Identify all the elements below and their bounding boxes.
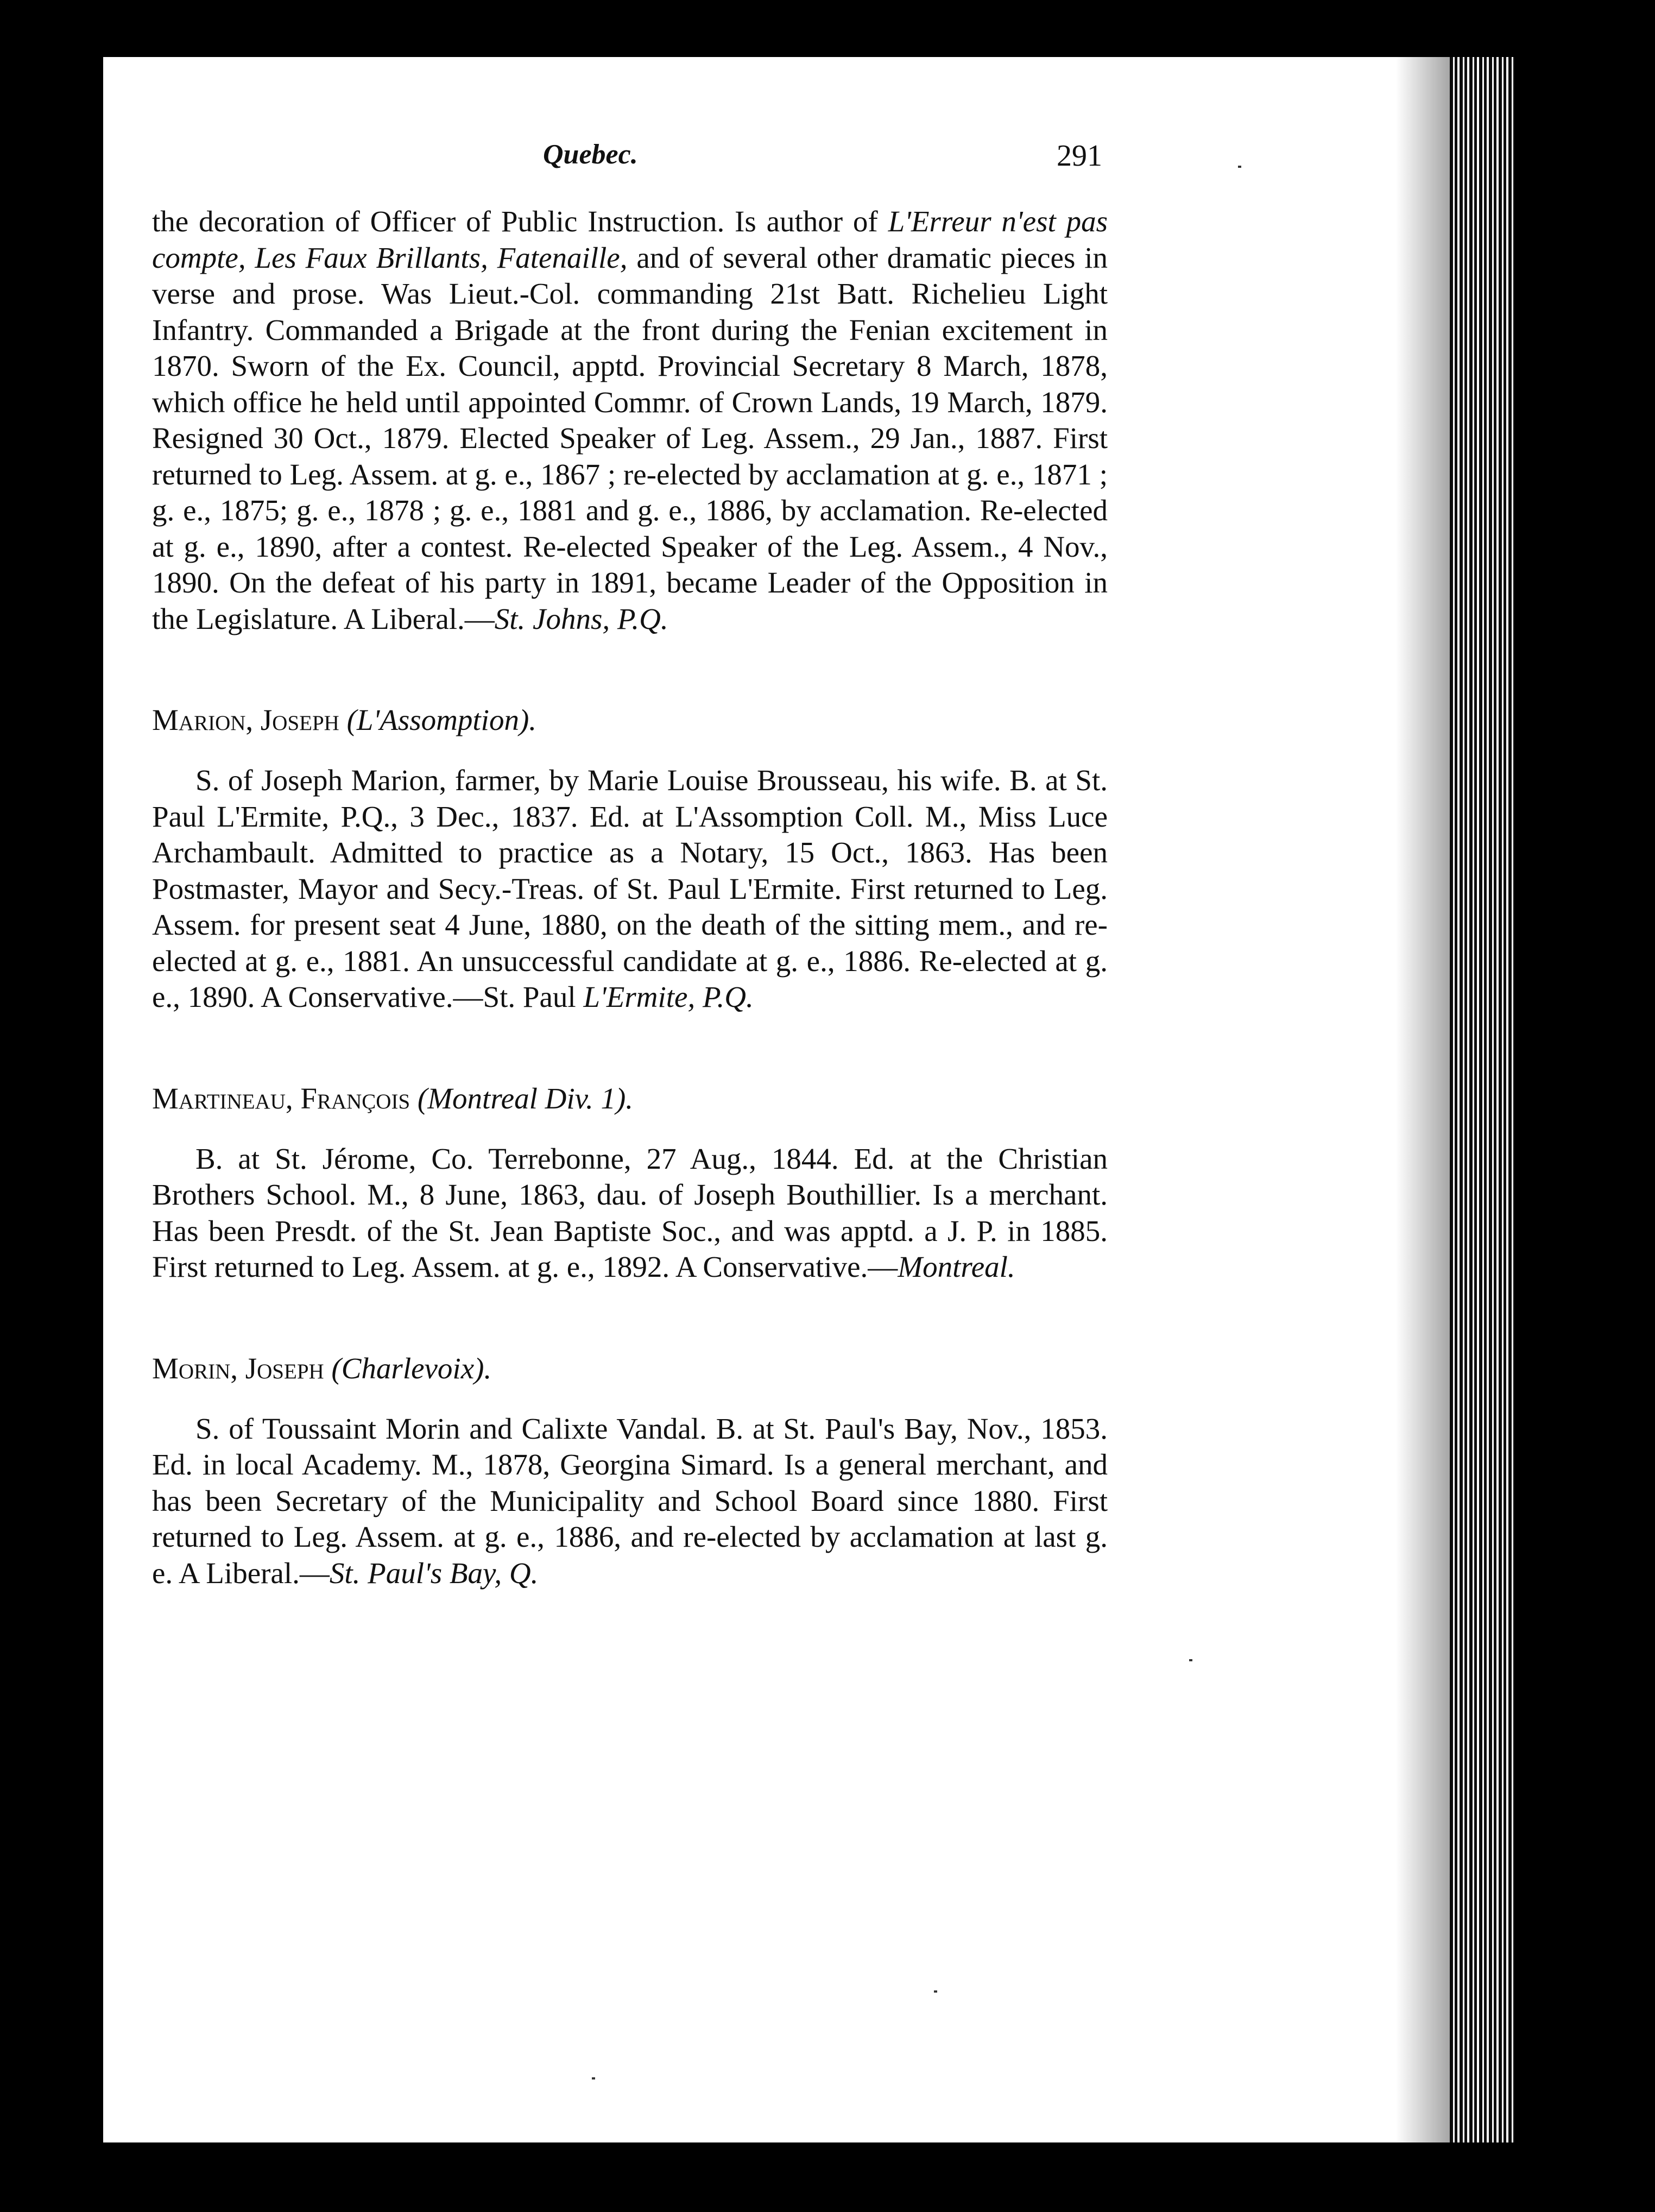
scan-speck [934,1990,937,1993]
scan-speck [592,2077,595,2079]
entry-residence: L'Ermite, P.Q. [583,980,754,1013]
page-gutter-shadow [1395,57,1450,2142]
entry-body-text: S. of Joseph Marion, farmer, by Marie Louise Brousseau, his wife. B. at St. Paul L'Ermite, P.Q., 3 Dec., 1837. Ed. at L'Assomption Coll. M., Miss Luce Archambault. Admitted to practice as a Notary, 15 Oct., 1863. Has been Postmaster, Mayor and Secy.-Treas. of St. Paul L'Ermite. First returned to Leg. Assem. for present seat 4 June, 1880, on the death of the sitting mem., and re-elected at g. e., 1881. An unsuccessful candidate at g. e., 1886. Re-elected at g. e., 1890. A Conservative.—St. Paul [152,764,1108,1013]
continuation-text-2: and of several other dramatic pieces in verse and prose. Was Lieut.-Col. commanding 21st Batt. Richelieu Light Infantry. Commanded a Brigade at the front during the Fenian excitement in 1870. Sworn of the Ex. Council, apptd. Provincial Secretary 8 March, 1878, which office he held until appointed Commr. of Crown Lands, 19 March, 1879. Resigned 30 Oct., 1879. Elected Speaker of Leg. Assem., 29 Jan., 1887. First returned to Leg. Assem. at g. e., 1867 ; re-elected by acclamation at g. e., 1871 ; g. e., 1875; g. e., 1878 ; g. e., 1881 and g. e., 1886, by acclamation. Re-elected at g. e., 1890, after a contest. Re-elected Speaker of the Leg. Assem., 4 Nov., 1890. On the defeat of his party in 1891, became Leader of the Opposition in the Legislature. A Liberal.— [152,241,1108,635]
scan-speck [1189,1659,1192,1661]
text-block [152,138,1108,1591]
entry-name: Martineau, François [152,1081,410,1115]
continuation-text: the decoration of Officer of Public Instruction. Is author of [152,205,888,238]
entry-constituency: (Montreal Div. 1). [417,1081,634,1115]
entry-body [152,1411,1108,1592]
entry-name: Morin, Joseph [152,1351,324,1385]
continuation-works: L'Erreur n'est pas compte, Les Faux Brillants, Fatenaille, [152,205,1108,274]
entry-body-text: S. of Toussaint Morin and Calixte Vandal. B. at St. Paul's Bay, Nov., 1853. Ed. in local Academy. M., 1878, Georgina Simard. Is a general merchant, and has been Secretary of the Municipality and School Board since 1880. First returned to Leg. Assem. at g. e., 1886, and re-elected by acclamation at last g. e. A Liberal.— [152,1411,1108,1590]
entry-body-text: B. at St. Jérome, Co. Terrebonne, 27 Aug., 1844. Ed. at the Christian Brothers School. M., 8 June, 1863, dau. of Joseph Bouthillier. Is a merchant. Has been Presdt. of the St. Jean Baptiste Soc., and was apptd. a J. P. in 1885. First returned to Leg. Assem. at g. e., 1892. A Conservative.— [152,1142,1108,1283]
book-page [103,57,1515,2142]
entry-name: Marion, Joseph [152,703,339,736]
page-edges [1450,57,1515,2142]
entry-residence: St. Paul's Bay, Q. [329,1556,539,1590]
continuation-paragraph [152,204,1108,637]
running-title: Quebec. [543,139,638,170]
entry-heading [152,1081,1108,1117]
entry-body [152,1141,1108,1285]
entry-constituency: (Charlevoix). [331,1351,492,1385]
entry-constituency: (L'Assomption). [346,703,537,736]
continuation-residence: St. Johns, P.Q. [494,602,668,635]
scan-speck [1238,166,1241,168]
entry-heading [152,702,1108,738]
running-head [152,138,1108,204]
page-number: 291 [1057,139,1102,173]
entry-heading [152,1351,1108,1387]
entry-residence: Montreal. [898,1250,1015,1283]
entry-body [152,762,1108,1016]
